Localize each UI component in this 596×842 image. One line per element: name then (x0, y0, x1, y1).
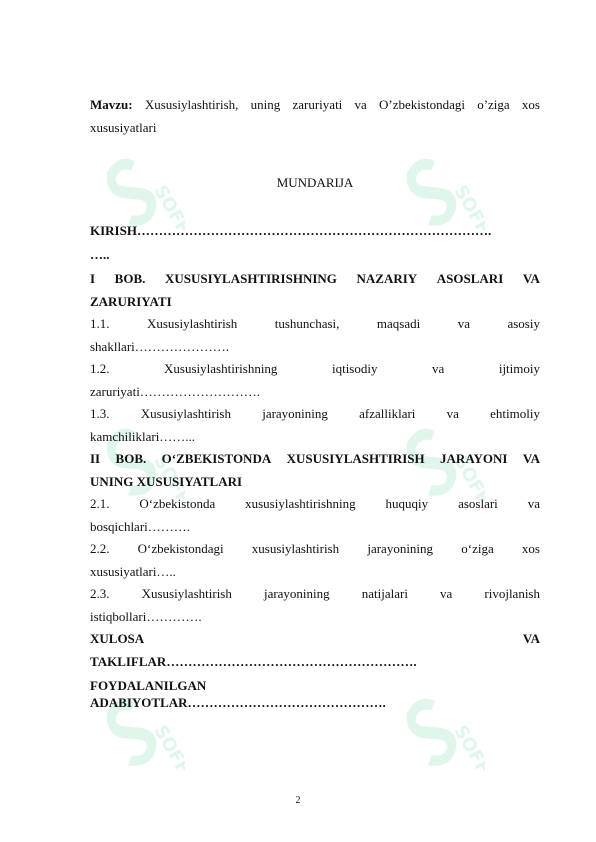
svg-text:SOFF: SOFF (149, 181, 185, 239)
word: XUSUSIYLASHTIRISHNING (164, 271, 337, 286)
word: VA (522, 631, 540, 646)
topic-line (90, 93, 540, 117)
word: asosiy (507, 316, 540, 331)
word: jarayonining (367, 541, 434, 556)
word: maqsadi (376, 316, 421, 331)
word: 1.3. (90, 406, 110, 421)
word: Xususiylashtirishning (164, 361, 278, 376)
word: Xususiylashtirish (141, 586, 232, 601)
word: Xususiylashtirish (146, 316, 238, 331)
word: xususiylashtirish (251, 541, 340, 556)
word: BOB. (114, 271, 146, 286)
svg-text:SOFF: SOFF (149, 721, 185, 779)
toc-entry-tail: TAKLIFLAR…………………………………………………. (90, 654, 417, 669)
toc-section-1-1 (90, 312, 540, 357)
word: 2.3. (90, 586, 110, 601)
toc-entry-tail: bosqichlari………. (90, 519, 191, 534)
page-number: 2 (295, 795, 301, 806)
word: O’zbekistondagi (379, 97, 465, 112)
toc-title: MUNDARIJA (276, 175, 354, 190)
word: 1.2. (90, 361, 110, 376)
toc-entry-adabiyotlar (90, 678, 540, 710)
word: 2.1. (90, 496, 110, 511)
word: afzalliklari (359, 406, 416, 421)
word: II (90, 451, 101, 466)
toc-entry-line (90, 627, 540, 651)
word: va (354, 97, 367, 112)
toc-entry-line: FOYDALANILGAN (90, 678, 207, 693)
svg-text:SOFF: SOFF (449, 451, 485, 509)
toc-section-1-3 (90, 402, 540, 447)
word: jarayonining (263, 586, 330, 601)
toc-entry-tail: xususiyatlari….. (90, 564, 176, 579)
word: O‘ZBEKISTONDA (161, 451, 272, 466)
word: 1.1. (90, 316, 110, 331)
word: O‘zbekistondagi (137, 541, 224, 556)
toc-chapter-1 (90, 267, 540, 312)
toc-entry-line: ….. (90, 247, 110, 262)
toc-entry-kirish (90, 219, 540, 267)
toc-entry-line (90, 357, 540, 381)
toc-entry-tail: ZARURIYATI (90, 294, 172, 309)
word: VA (522, 451, 540, 466)
word: va (446, 406, 459, 421)
word: huquqiy (385, 496, 429, 511)
toc-section-2-1 (90, 492, 540, 537)
word: uning (250, 97, 281, 112)
word: BOB. (115, 451, 147, 466)
word: iqtisodiy (331, 361, 378, 376)
word: Xususiylashtirish (140, 406, 231, 421)
toc-entry-line: KIRISH………………………………………………………………………. (90, 223, 492, 238)
word: o‘ziga (461, 541, 494, 556)
word: NAZARIY (356, 271, 418, 286)
word: I (90, 271, 96, 286)
word: VA (522, 271, 540, 286)
word: zaruriyati (292, 97, 343, 112)
word: O‘zbekistonda (139, 496, 216, 511)
toc-entry-tail: istiqbollari…………. (90, 609, 202, 624)
word: va (440, 586, 453, 601)
svg-text:SOFF: SOFF (149, 451, 185, 509)
toc-entry-line (90, 402, 540, 426)
word: va (527, 496, 540, 511)
toc-entry-line (90, 537, 540, 561)
word: va (432, 361, 445, 376)
topic-tail: xususiyatlari (90, 120, 157, 135)
toc-entry-line (90, 312, 540, 336)
toc-entry-tail: UNING XUSUSIYATLARI (90, 474, 243, 489)
toc-entry-line (90, 447, 540, 471)
toc-entry-tail: shakllari…………………. (90, 339, 230, 354)
word: o’ziga (477, 97, 510, 112)
word: XULOSA (90, 631, 145, 646)
word: xos (521, 97, 540, 112)
toc-entry-tail: zaruriyati………………………. (90, 384, 261, 399)
word: rivojlanish (484, 586, 540, 601)
svg-text:SOFF: SOFF (449, 181, 485, 239)
word: 2.2. (90, 541, 110, 556)
word: ASOSLARI (436, 271, 504, 286)
toc-section-2-3 (90, 582, 540, 627)
toc-entry-line (90, 492, 540, 516)
topic-label: Mavzu: (90, 97, 133, 112)
word: XUSUSIYLASHTIRISH (286, 451, 425, 466)
toc-entry-tail: kamchiliklari……... (90, 429, 196, 444)
word: Xususiylashtirish, (144, 97, 239, 112)
toc-section-1-2 (90, 357, 540, 402)
word: tushunchasi, (274, 316, 340, 331)
word: ehtimoliy (490, 406, 540, 421)
word: jarayonining (262, 406, 328, 421)
toc-chapter-2 (90, 447, 540, 492)
word: asoslari (458, 496, 498, 511)
svg-text:SOFF: SOFF (449, 721, 485, 779)
word: xos (521, 541, 540, 556)
word: natijalari (361, 586, 408, 601)
toc-entry-line: ADABIYOTLAR………………………………………. (90, 695, 386, 710)
word: va (457, 316, 470, 331)
topic-paragraph (90, 93, 540, 138)
document-content (90, 93, 540, 710)
toc-entry-line (90, 267, 540, 291)
toc-section-2-2 (90, 537, 540, 582)
word: xususiylashtirishning (245, 496, 356, 511)
topic-label-group (90, 93, 133, 117)
word: JARAYONI (440, 451, 508, 466)
toc-entry-xulosa (90, 627, 540, 672)
word: ijtimoiy (498, 361, 540, 376)
toc-entry-line (90, 582, 540, 606)
